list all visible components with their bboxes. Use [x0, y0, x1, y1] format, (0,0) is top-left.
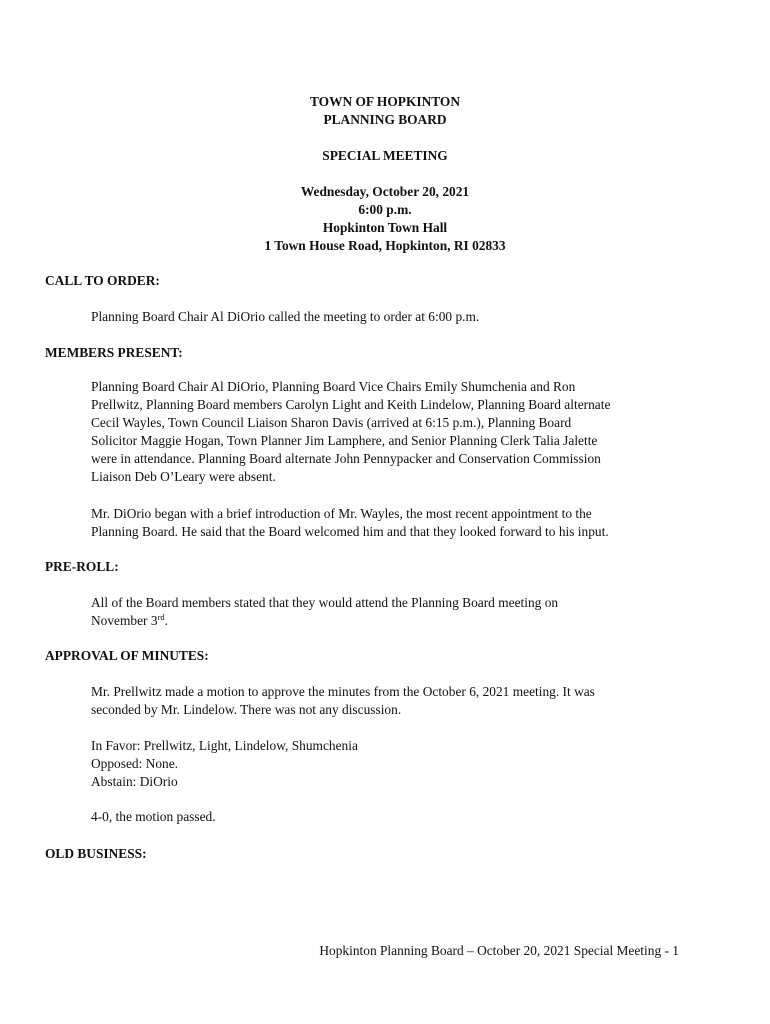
motion-line: Mr. Prellwitz made a motion to approve the minutes from the October 6, 2021 meeting. It was	[91, 684, 595, 699]
members-present-paragraph	[91, 378, 691, 486]
members-line: Liaison Deb O’Leary were absent.	[91, 469, 276, 484]
introduction-paragraph	[91, 505, 691, 541]
pre-roll-line	[91, 612, 691, 630]
motion-paragraph	[91, 683, 691, 719]
motion-result	[91, 808, 691, 826]
call-to-order-text	[91, 308, 691, 326]
board-name: PLANNING BOARD	[323, 112, 447, 127]
town-name: TOWN OF HOPKINTON	[309, 94, 461, 109]
approval-of-minutes-heading: APPROVAL OF MINUTES:	[45, 648, 209, 663]
meeting-address: 1 Town House Road, Hopkinton, RI 02833	[264, 238, 506, 253]
meeting-type: SPECIAL MEETING	[322, 148, 448, 163]
motion-line: seconded by Mr. Lindelow. There was not any discussion.	[91, 702, 402, 717]
pre-roll-heading: PRE-ROLL:	[45, 559, 119, 574]
meeting-date: Wednesday, October 20, 2021	[300, 184, 470, 199]
members-line: Cecil Wayles, Town Council Liaison Sharon Davis (arrived at 6:15 p.m.), Planning Board	[91, 415, 572, 430]
vote-abstain: Abstain: DiOrio	[91, 774, 178, 789]
old-business-heading: OLD BUSINESS:	[45, 846, 147, 861]
members-line: Prellwitz, Planning Board members Carolyn Light and Keith Lindelow, Planning Board alternate	[91, 397, 611, 412]
introduction-line: Planning Board. He said that the Board welcomed him and that they looked forward to his input.	[91, 524, 609, 539]
pre-roll-line: All of the Board members stated that they would attend the Planning Board meeting on	[91, 595, 559, 610]
introduction-line: Mr. DiOrio began with a brief introduction of Mr. Wayles, the most recent appointment to the	[91, 506, 592, 521]
document-header	[0, 93, 770, 255]
call-to-order-heading: CALL TO ORDER:	[45, 273, 160, 288]
motion-result-line: 4-0, the motion passed.	[91, 809, 216, 824]
pre-roll-period: .	[164, 613, 169, 628]
pre-roll-date: November 3	[91, 613, 158, 628]
vote-in-favor: In Favor: Prellwitz, Light, Lindelow, Shumchenia	[91, 738, 358, 753]
members-present-heading: MEMBERS PRESENT:	[45, 345, 183, 360]
pre-roll-paragraph	[91, 594, 691, 630]
meeting-location: Hopkinton Town Hall	[322, 220, 448, 235]
members-line: Solicitor Maggie Hogan, Town Planner Jim Lamphere, and Senior Planning Clerk Talia Jalette	[91, 433, 598, 448]
page-footer: Hopkinton Planning Board – October 20, 2021 Special Meeting - 1	[319, 943, 679, 958]
call-to-order-line: Planning Board Chair Al DiOrio called the meeting to order at 6:00 p.m.	[91, 309, 480, 324]
ordinal-suffix: rd	[157, 612, 165, 622]
members-line: Planning Board Chair Al DiOrio, Planning Board Vice Chairs Emily Shumchenia and Ron	[91, 379, 576, 394]
meeting-time: 6:00 p.m.	[358, 202, 412, 217]
members-line: were in attendance. Planning Board alternate John Pennypacker and Conservation Commission	[91, 451, 601, 466]
vote-tally	[91, 737, 691, 791]
vote-opposed: Opposed: None.	[91, 756, 179, 771]
